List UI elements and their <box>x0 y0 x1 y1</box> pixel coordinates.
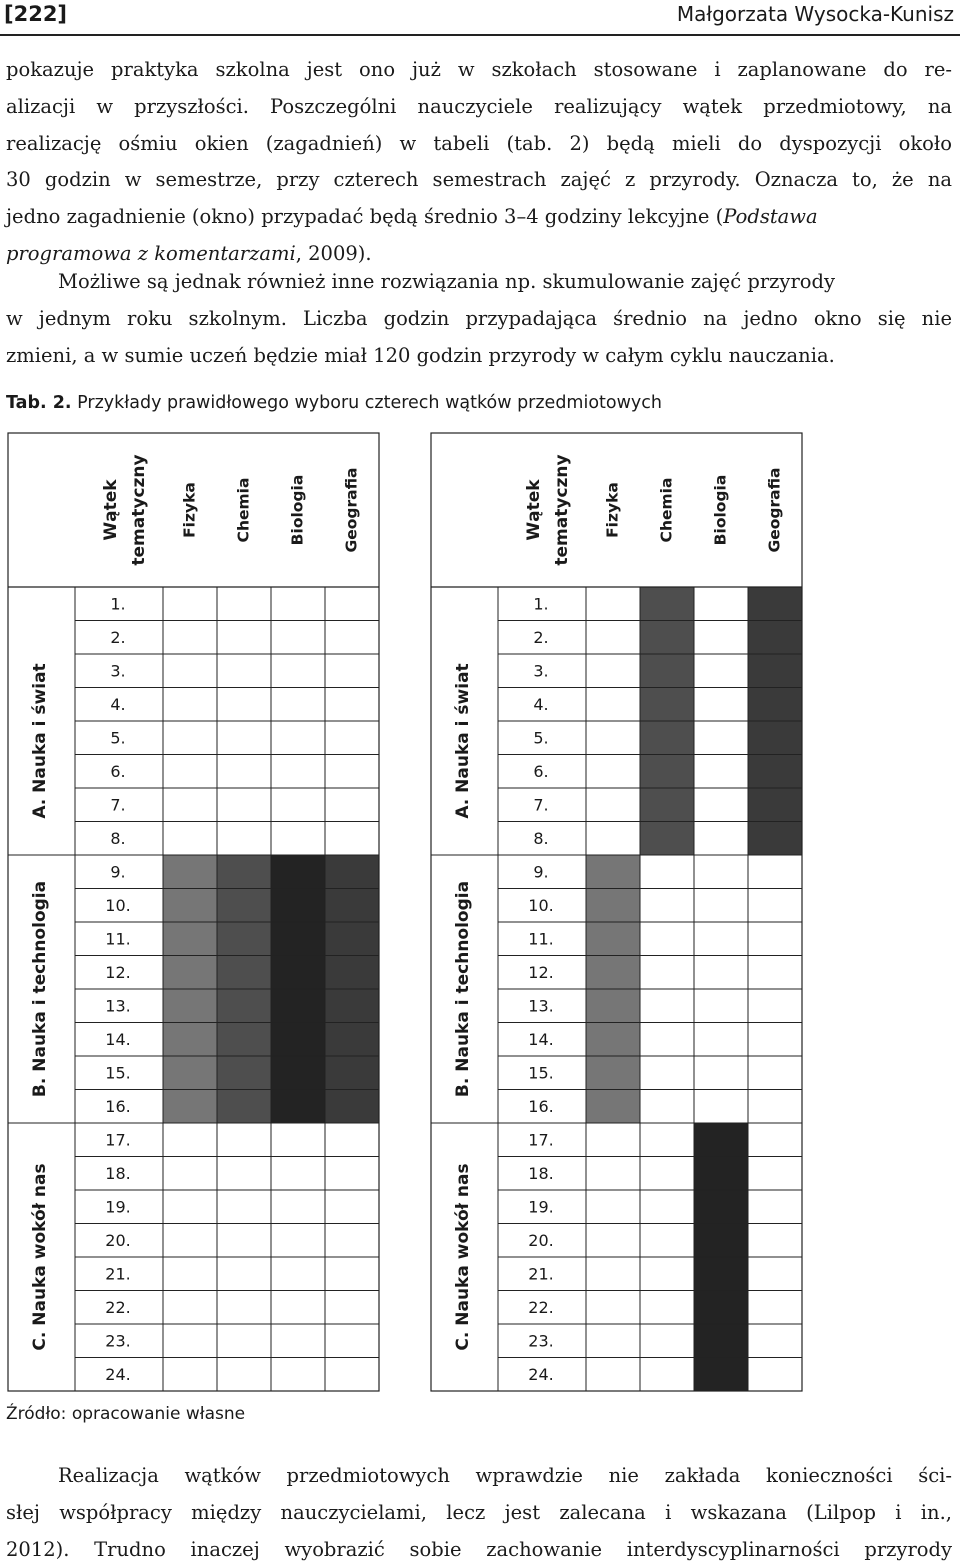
left-table-row-number: 16. <box>105 1096 131 1116</box>
left-table-row-number: 14. <box>105 1029 131 1049</box>
left-table-row-number: 23. <box>105 1331 131 1351</box>
left-table-fizyka-cell <box>163 855 217 889</box>
right-table-row-number: 9. <box>533 862 549 882</box>
right-table-row-number: 17. <box>528 1130 554 1150</box>
left-table-header-tematyczny: tematyczny <box>129 454 149 566</box>
left-table-row-number: 7. <box>110 795 126 815</box>
left-table-header-chemia: Chemia <box>234 477 253 543</box>
right-table-row-number: 14. <box>528 1029 554 1049</box>
text-line: pokazuje praktyka szkolna jest ono już w szkołach stosowane i zaplanowane do re- <box>6 58 952 81</box>
left-table-row-number: 1. <box>110 594 126 614</box>
left-table-row-number: 22. <box>105 1297 131 1317</box>
right-table-geografia-cell <box>748 721 802 755</box>
left-table-geografia-cell <box>325 956 379 990</box>
right-table-section-b: B. Nauka i technologia <box>453 880 473 1098</box>
right-table-chemia-cell <box>640 822 694 856</box>
right-table-row-number: 4. <box>533 694 549 714</box>
left-table-chemia-cell <box>217 989 271 1023</box>
right-table-biologia-cell <box>694 1190 748 1224</box>
left-table-geografia-cell <box>325 1023 379 1057</box>
right-table-biologia-cell <box>694 1224 748 1258</box>
right-table-row-number: 1. <box>533 594 549 614</box>
bottom-paragraph <box>6 1458 952 1568</box>
right-table-row-number: 12. <box>528 962 554 982</box>
right-table-geografia-cell <box>748 688 802 722</box>
left-table-header-fizyka: Fizyka <box>180 482 199 538</box>
right-table-header-tematyczny: tematyczny <box>552 454 572 566</box>
text-line: w jednym roku szkolnym. Liczba godzin przypadająca średnio na jedno okno się nie <box>6 306 952 330</box>
left-table-chemia-cell <box>217 1056 271 1090</box>
left-table-section-a: A. Nauka i świat <box>30 663 50 819</box>
source-note: Źródło: opracowanie własne <box>6 1404 246 1424</box>
left-table-row-number: 3. <box>110 661 126 681</box>
right-table-chemia-cell <box>640 621 694 655</box>
left-table-chemia-cell <box>217 855 271 889</box>
caption-label: Tab. 2. <box>6 393 72 413</box>
text-line: Możliwe są jednak również inne rozwiązania np. skumulowanie zajęć przyrody <box>58 270 836 293</box>
right-table-row-number: 2. <box>533 627 549 647</box>
left-table-geografia-cell <box>325 1056 379 1090</box>
right-table-fizyka-cell <box>586 855 640 889</box>
right-table-chemia-cell <box>640 587 694 621</box>
right-table-row-number: 15. <box>528 1063 554 1083</box>
left-table-biologia-cell <box>271 855 325 889</box>
right-table-row-number: 6. <box>533 761 549 781</box>
text-fragment: , 2009). <box>295 241 372 265</box>
text-fragment: jedno zagadnienie (okno) przypadać będą średnio 3–4 godziny lekcyjne ( <box>6 205 724 229</box>
left-table-geografia-cell <box>325 1090 379 1124</box>
caption-text: Przykłady prawidłowego wyboru czterech wątków przedmiotowych <box>77 393 663 413</box>
right-table-header-fizyka: Fizyka <box>603 482 622 538</box>
right-table-row-number: 22. <box>528 1297 554 1317</box>
running-author: Małgorzata Wysocka-Kunisz <box>676 2 954 26</box>
left-table-header-watek: Wątek <box>101 479 121 541</box>
text-line: realizację ośmiu okien (zagadnień) w tabeli (tab. 2) będą mieli do dyspozycji około <box>6 131 952 155</box>
right-table-row-number: 18. <box>528 1163 554 1183</box>
left-table-biologia-cell <box>271 889 325 923</box>
right-table-biologia-cell <box>694 1257 748 1291</box>
right-table-chemia-cell <box>640 788 694 822</box>
right-table-biologia-cell <box>694 1324 748 1358</box>
left-table-chemia-cell <box>217 956 271 990</box>
left-table-row-number: 20. <box>105 1230 131 1250</box>
text-line: zmieni, a w sumie uczeń będzie miał 120 godzin przyrody w całym cyklu nauczania. <box>6 343 835 367</box>
right-table-row-number: 8. <box>533 828 549 848</box>
left-table-fizyka-cell <box>163 956 217 990</box>
left-table-fizyka-cell <box>163 989 217 1023</box>
left-table-row-number: 13. <box>105 996 131 1016</box>
left-table-biologia-cell <box>271 989 325 1023</box>
left-table-fizyka-cell <box>163 1056 217 1090</box>
right-table-row-number: 21. <box>528 1264 554 1284</box>
right-table-row-number: 19. <box>528 1197 554 1217</box>
right-table-row-number: 11. <box>528 929 554 949</box>
left-table-row-number: 4. <box>110 694 126 714</box>
text-line: 2012). Trudno inaczej wyobrazić sobie zachowanie interdyscyplinarności przyrody <box>6 1537 952 1561</box>
left-table-chemia-cell <box>217 1090 271 1124</box>
right-table-fizyka-cell <box>586 922 640 956</box>
right-table-row-number: 23. <box>528 1331 554 1351</box>
right-table-fizyka-cell <box>586 889 640 923</box>
left-table-fizyka-cell <box>163 1090 217 1124</box>
left-table-fizyka-cell <box>163 1023 217 1057</box>
left-table-section-c: C. Nauka wokół nas <box>30 1163 50 1351</box>
left-table-chemia-cell <box>217 889 271 923</box>
right-table-header-geografia: Geografia <box>765 467 784 553</box>
right-table-row-number: 7. <box>533 795 549 815</box>
right-table-header-biologia: Biologia <box>711 474 730 546</box>
left-table-geografia-cell <box>325 989 379 1023</box>
left-table-biologia-cell <box>271 1056 325 1090</box>
right-table-biologia-cell <box>694 1157 748 1191</box>
left-table-geografia-cell <box>325 889 379 923</box>
right-table-chemia-cell <box>640 721 694 755</box>
right-table-geografia-cell <box>748 755 802 789</box>
left-table-fizyka-cell <box>163 922 217 956</box>
left-table-geografia-cell <box>325 855 379 889</box>
left-table-header-biologia: Biologia <box>288 474 307 546</box>
left-table-header-geografia: Geografia <box>342 467 361 553</box>
left-table-row-number: 10. <box>105 895 131 915</box>
citation-italic: programowa z komentarzami <box>6 241 296 265</box>
left-table-row-number: 17. <box>105 1130 131 1150</box>
left-table-row-number: 6. <box>110 761 126 781</box>
right-table-fizyka-cell <box>586 1023 640 1057</box>
right-table-row-number: 13. <box>528 996 554 1016</box>
right-table-geografia-cell <box>748 587 802 621</box>
left-table-geografia-cell <box>325 922 379 956</box>
text-line: alizacji w przyszłości. Poszczególni nauczyciele realizujący wątek przedmiotowy, na <box>6 94 952 118</box>
right-table-row-number: 24. <box>528 1364 554 1384</box>
right-table-geografia-cell <box>748 822 802 856</box>
right-table-chemia-cell <box>640 755 694 789</box>
right-table-fizyka-cell <box>586 956 640 990</box>
left-table-fizyka-cell <box>163 889 217 923</box>
left-table-row-number: 12. <box>105 962 131 982</box>
right-table-header-watek: Wątek <box>524 479 544 541</box>
right-table-header-chemia: Chemia <box>657 477 676 543</box>
left-table-chemia-cell <box>217 1023 271 1057</box>
left-table-row-number: 9. <box>110 862 126 882</box>
left-table-biologia-cell <box>271 1090 325 1124</box>
right-table-biologia-cell <box>694 1358 748 1392</box>
left-table-row-number: 15. <box>105 1063 131 1083</box>
text-line: 30 godzin w semestrze, przy czterech semestrach zajęć z przyrody. Oznacza to, że na <box>6 168 952 192</box>
left-table-biologia-cell <box>271 1023 325 1057</box>
right-table-row-number: 5. <box>533 728 549 748</box>
left-table-biologia-cell <box>271 922 325 956</box>
right-table-row-number: 10. <box>528 895 554 915</box>
left-table-row-number: 24. <box>105 1364 131 1384</box>
left-table-section-b: B. Nauka i technologia <box>30 880 50 1098</box>
right-table-row-number: 16. <box>528 1096 554 1116</box>
right-table-section-a: A. Nauka i świat <box>453 663 473 819</box>
right-table-row-number: 3. <box>533 661 549 681</box>
text-line: Realizacja wątków przedmiotowych wprawdzie nie zakłada konieczności ści- <box>58 1464 952 1487</box>
left-table-row-number: 21. <box>105 1264 131 1284</box>
left-table-row-number: 18. <box>105 1163 131 1183</box>
right-table-biologia-cell <box>694 1291 748 1325</box>
right-table-chemia-cell <box>640 654 694 688</box>
left-table-row-number: 11. <box>105 929 131 949</box>
left-table-row-number: 8. <box>110 828 126 848</box>
left-table-biologia-cell <box>271 956 325 990</box>
right-table-fizyka-cell <box>586 989 640 1023</box>
right-table-fizyka-cell <box>586 1090 640 1124</box>
right-table-chemia-cell <box>640 688 694 722</box>
citation-italic: Podstawa <box>723 205 818 229</box>
right-table-section-c: C. Nauka wokół nas <box>453 1163 473 1351</box>
page-number: [222] <box>4 2 68 26</box>
left-table-row-number: 19. <box>105 1197 131 1217</box>
right-table-fizyka-cell <box>586 1056 640 1090</box>
text-line: słej współpracy między nauczycielami, lecz jest zalecana i wskazana (Lilpop i in., <box>6 1500 952 1524</box>
right-table-biologia-cell <box>694 1123 748 1157</box>
left-table-chemia-cell <box>217 922 271 956</box>
right-table-geografia-cell <box>748 788 802 822</box>
right-table-row-number: 20. <box>528 1230 554 1250</box>
left-table-row-number: 2. <box>110 627 126 647</box>
left-table-row-number: 5. <box>110 728 126 748</box>
right-table-geografia-cell <box>748 654 802 688</box>
right-table-geografia-cell <box>748 621 802 655</box>
